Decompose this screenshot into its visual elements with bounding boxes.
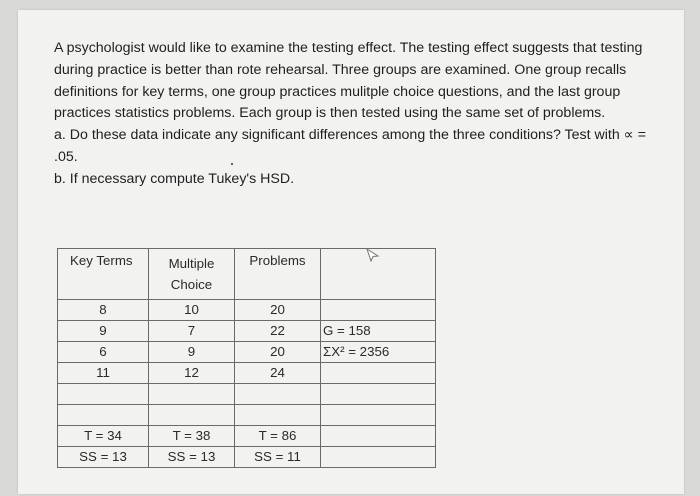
problem-part-a: a. Do these data indicate any significant differences among the three conditions? Test with ∝ = .05.	[54, 127, 647, 165]
table-row	[58, 384, 436, 405]
table-row	[58, 363, 436, 384]
ss-cell: SS = 13	[149, 447, 235, 468]
table-cell: 9	[149, 342, 235, 363]
stray-dot	[231, 163, 233, 165]
total-cell: T = 38	[149, 426, 235, 447]
table-cell: 22	[235, 321, 321, 342]
table-cell: 6	[58, 342, 149, 363]
table-row	[58, 342, 436, 363]
table-cell: 8	[58, 300, 149, 321]
problem-part-b: b. If necessary compute Tukey's HSD.	[54, 170, 295, 187]
table-cell	[58, 405, 149, 426]
data-table	[57, 248, 436, 468]
table-cell	[321, 405, 436, 426]
data-table-container	[57, 248, 436, 468]
header-problems: Problems	[235, 249, 321, 300]
header-multiple-choice: Multiple Choice	[149, 249, 235, 300]
table-cell	[321, 300, 436, 321]
table-cell: 24	[235, 363, 321, 384]
total-cell: T = 86	[235, 426, 321, 447]
table-cell	[321, 426, 436, 447]
table-cell	[235, 405, 321, 426]
table-cell: 9	[58, 321, 149, 342]
mouse-cursor-icon	[366, 248, 380, 262]
table-cell: 12	[149, 363, 235, 384]
table-cell	[149, 405, 235, 426]
ss-cell: SS = 13	[58, 447, 149, 468]
problem-intro: A psychologist would like to examine the testing effect. The testing effect suggests that testing during practice is better than rote rehearsal. Three groups are examined. One group recalls definitions for key terms, one group practices mulitple choice questions, and the last group practices statistics problems. Each group is then tested using the same set of problems.	[54, 40, 643, 122]
table-cell: 10	[149, 300, 235, 321]
table-row	[58, 447, 436, 468]
document-page	[18, 10, 684, 494]
ss-cell: SS = 11	[235, 447, 321, 468]
table-row	[58, 300, 436, 321]
table-row	[58, 321, 436, 342]
table-cell	[235, 384, 321, 405]
table-cell	[321, 384, 436, 405]
table-cell: 20	[235, 342, 321, 363]
table-cell	[321, 447, 436, 468]
table-row	[58, 405, 436, 426]
problem-text	[54, 38, 664, 191]
table-cell: 11	[58, 363, 149, 384]
header-key-terms: Key Terms	[58, 249, 149, 300]
total-cell: T = 34	[58, 426, 149, 447]
table-cell: 7	[149, 321, 235, 342]
sum-squares-cell: ΣX² = 2356	[321, 342, 436, 363]
table-cell	[58, 384, 149, 405]
table-cell: 20	[235, 300, 321, 321]
table-row	[58, 426, 436, 447]
table-cell	[321, 363, 436, 384]
grand-total-cell: G = 158	[321, 321, 436, 342]
table-cell	[149, 384, 235, 405]
